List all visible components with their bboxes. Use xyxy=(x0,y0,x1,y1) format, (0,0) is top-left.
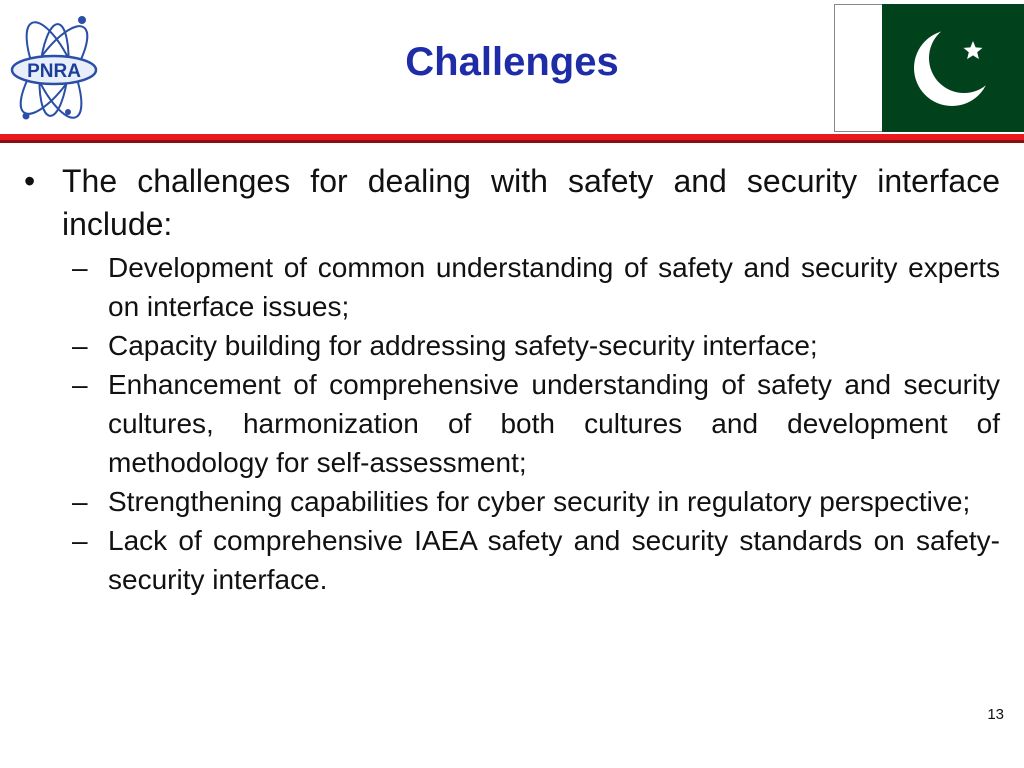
dash-marker: – xyxy=(72,252,88,283)
header-rule-dark xyxy=(0,140,1024,143)
dash-marker: – xyxy=(72,330,88,361)
sub-bullet-item xyxy=(72,482,1000,521)
slide-content xyxy=(24,160,1000,599)
sub-bullet-text: Development of common understanding of safety and security experts on interface issues; xyxy=(108,252,1000,322)
main-bullet xyxy=(24,160,1000,246)
page-number: 13 xyxy=(987,706,1004,723)
slide-title: Challenges xyxy=(405,40,619,84)
sub-bullet-item xyxy=(72,521,1000,599)
bullet-marker: • xyxy=(24,163,36,199)
dash-marker: – xyxy=(72,525,88,556)
sub-bullet-item xyxy=(72,248,1000,326)
sub-bullet-text: Lack of comprehensive IAEA safety and security standards on safety-security interface. xyxy=(108,525,1000,595)
sub-bullet-item xyxy=(72,365,1000,482)
sub-bullet-text: Capacity building for addressing safety-security interface; xyxy=(108,330,818,361)
main-bullet-text: The challenges for dealing with safety and security interface include: xyxy=(62,163,1000,242)
sub-bullet-text: Strengthening capabilities for cyber security in regulatory perspective; xyxy=(108,486,971,517)
pakistan-flag-icon xyxy=(834,4,1024,132)
sub-bullet-item xyxy=(72,326,1000,365)
dash-marker: – xyxy=(72,369,88,400)
dash-marker: – xyxy=(72,486,88,517)
logo-text: PNRA xyxy=(27,61,81,82)
sub-bullet-list xyxy=(72,248,1000,599)
sub-bullet-text: Enhancement of comprehensive understanding of safety and security cultures, harmonization of both cultures and development of methodology for self-assessment; xyxy=(108,369,1000,478)
